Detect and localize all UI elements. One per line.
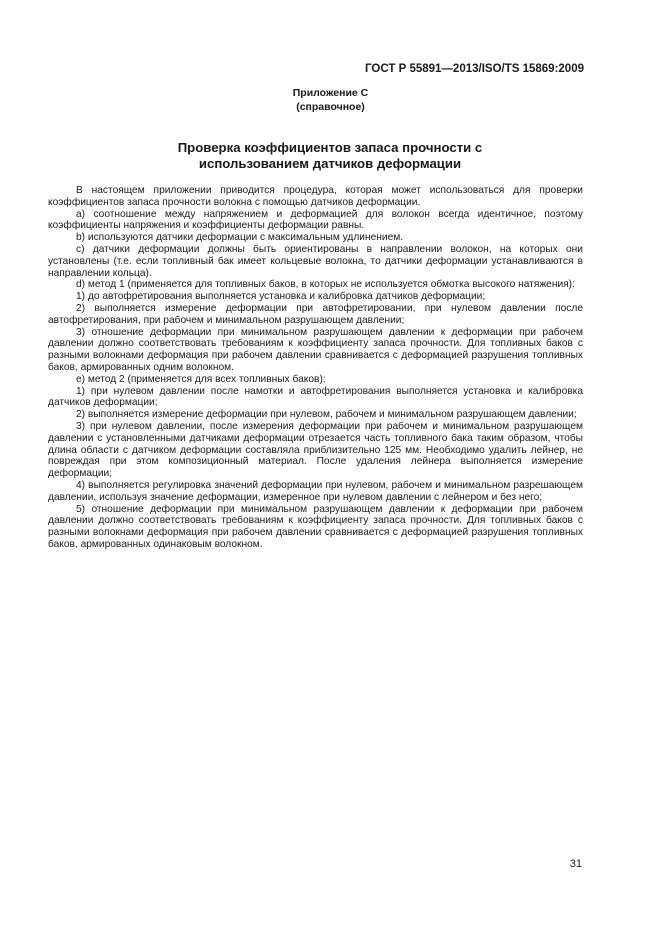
paragraph-d-step-2: 2) выполняется измерение деформации при автофретировании, при нулевом давлении после автофретирования, при рабочем и минимальном разрушающем давлении; — [48, 302, 583, 326]
paragraph-e-step-1: 1) при нулевом давлении после намотки и автофретирования выполняется установка и калибровка датчиков деформации; — [48, 385, 583, 409]
paragraph-item-d: d) метод 1 (применяется для топливных баков, в которых не используется обмотка высокого натяжения): — [76, 279, 575, 291]
paragraph-e-step-2: 2) выполняется измерение деформации при нулевом, рабочем и минимальном разрушающем давлении; — [76, 409, 577, 421]
section-title-line-1: Проверка коэффициентов запаса прочности с — [177, 140, 483, 155]
paragraph-item-a: а) соотношение между напряжением и деформацией для волокон всегда идентичное, поэтому коэффициенты напряжения и коэффициенты деформации равны. — [48, 208, 583, 232]
paragraph-item-b: b) используются датчики деформации с максимальным удлинением. — [76, 232, 404, 244]
annex-subtitle: (справочное) — [296, 101, 365, 113]
paragraph-item-c: с) датчики деформации должны быть ориентированы в направлении волокон, на которых они установлены (т.е. если топливный бак имеет кольцевые волокна, то датчики деформации устанавливаются в направлении кольца). — [48, 243, 583, 279]
annex-title: Приложение С — [292, 87, 369, 99]
document-code-header: ГОСТ Р 55891—2013/ISO/TS 15869:2009 — [365, 63, 584, 75]
paragraph-d-step-3: 3) отношение деформации при минимальном разрушающем давлении к деформации при рабочем давлении должно соответствовать требованиям к коэффициенту запаса прочности. Для топливных баков с разными волокнами деформация при рабочем давлении сравнивается с деформацией разрушения топливных баков, армированных одним волокном. — [48, 326, 583, 373]
paragraph-e-step-4: 4) выполняется регулировка значений деформации при нулевом, рабочем и минимальном разрешающем давлении, используя значение деформации, измеренное при нулевом давлении с лейнером и без него; — [48, 479, 583, 503]
page-number: 31 — [569, 858, 582, 870]
body-text — [48, 185, 583, 551]
paragraph-intro: В настоящем приложении приводится процедура, которая может использоваться для проверки коэффициентов запаса прочности волокна с помощью датчиков деформации. — [48, 185, 583, 208]
section-title-line-2: использованием датчиков деформации — [198, 155, 462, 171]
paragraph-e-step-5: 5) отношение деформации при минимальном разрушающем давлении к деформации при рабочем давлении должно соответствовать требованиям к коэффициенту запаса прочности. Для топливных баков с разными волокнами деформация при рабочем давлении сравнивается с деформацией разрушения топливных баков, армированных одинаковым волокном. — [48, 503, 583, 550]
section-title — [100, 140, 560, 171]
paragraph-d-step-1: 1) до автофретирования выполняется установка и калибровка датчиков деформации; — [76, 291, 486, 303]
paragraph-item-e: е) метод 2 (применяется для всех топливных баков): — [76, 373, 326, 385]
paragraph-e-step-3: 3) при нулевом давлении, после измерения деформации при рабочем и минимальном разрушающем давлении с установленными датчиками деформации отрезается часть топливного бака таким образом, чтобы длина области с датчиком деформации составляла приблизительно 125 мм. Необходимо удалить лейнер, не повреждая при этом композиционный материал. После удаления лейнера выполняется измерение деформации; — [48, 420, 583, 480]
